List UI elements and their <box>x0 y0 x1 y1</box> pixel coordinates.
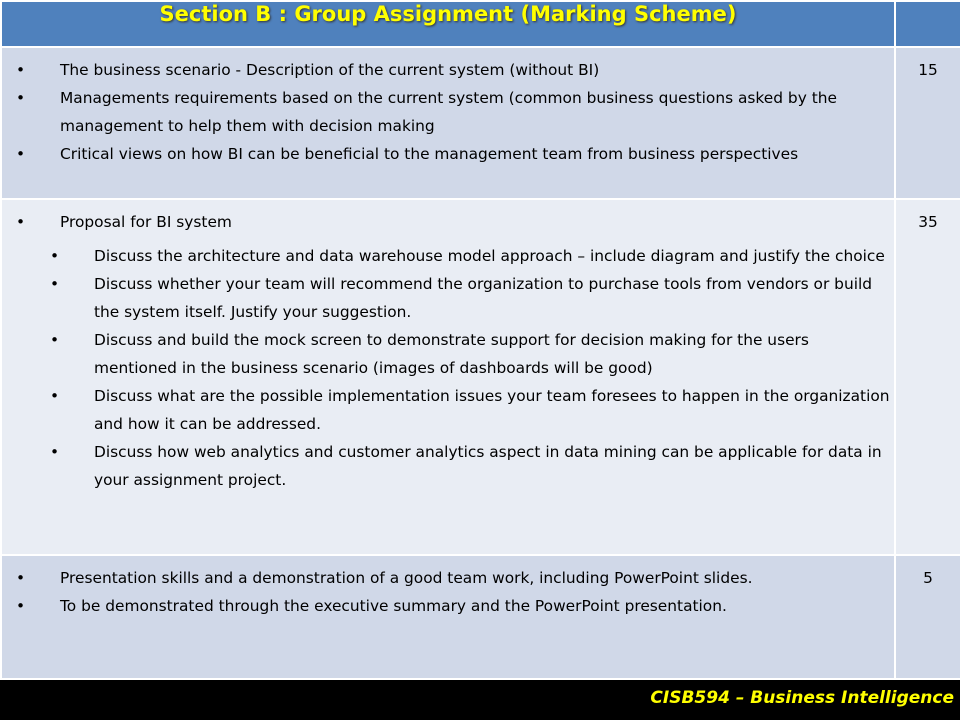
mark-value: 35 <box>918 213 938 231</box>
list-item <box>16 564 884 592</box>
bullet-icon: • <box>16 597 26 615</box>
sub-list-item-text: Discuss the architecture and data warehouse model approach – include diagram and justify the choice <box>94 247 885 265</box>
sub-list-item-text: Discuss what are the possible implementation issues your team foresees to happen in the organization and how it can be addressed. <box>94 387 890 433</box>
mark-cell <box>895 199 960 555</box>
sub-list-item-text: Discuss and build the mock screen to demonstrate support for decision making for the users mentioned in the business scenario (images of dashboards will be good) <box>94 331 809 377</box>
mark-value: 5 <box>923 569 933 587</box>
sub-list-item-text: Discuss how web analytics and customer analytics aspect in data mining can be applicable for data in your assignment project. <box>94 443 882 489</box>
bullet-icon: • <box>50 331 60 349</box>
page-title: Section B : Group Assignment (Marking Scheme) <box>159 2 737 26</box>
table-row <box>1 555 960 679</box>
sub-criteria-list <box>2 242 894 494</box>
table-row <box>1 47 960 199</box>
list-item-text: Proposal for BI system <box>60 213 232 231</box>
criteria-list <box>2 200 894 242</box>
list-item <box>16 84 884 140</box>
sub-list-item <box>2 326 894 382</box>
list-item <box>16 592 884 620</box>
sub-list-item <box>2 382 894 438</box>
list-item-text: Managements requirements based on the current system (common business questions asked by the management to help them with decision making <box>60 89 837 135</box>
bullet-icon: • <box>50 247 60 265</box>
list-item-text: Presentation skills and a demonstration of a good team work, including PowerPoint slides. <box>60 569 753 587</box>
bullet-icon: • <box>16 89 26 107</box>
criteria-cell <box>1 555 895 679</box>
list-item <box>16 56 884 84</box>
bullet-icon: • <box>50 275 60 293</box>
list-item <box>16 208 884 236</box>
bullet-icon: • <box>16 145 26 163</box>
bullet-icon: • <box>50 443 60 461</box>
mark-cell <box>895 555 960 679</box>
criteria-list <box>2 556 894 626</box>
bullet-icon: • <box>16 569 26 587</box>
criteria-cell <box>1 199 895 555</box>
header-title-cell <box>1 1 895 47</box>
criteria-cell <box>1 47 895 199</box>
header-mark-cell <box>895 1 960 47</box>
sub-list-item <box>2 242 894 270</box>
sub-list-item-text: Discuss whether your team will recommend the organization to purchase tools from vendors or build the system itself. Justify your suggestion. <box>94 275 873 321</box>
sub-list-item <box>2 270 894 326</box>
bullet-icon: • <box>16 61 26 79</box>
criteria-list <box>2 48 894 174</box>
footer-course-title: CISB594 – Business Intelligence <box>650 688 954 708</box>
table-header-row <box>1 1 960 47</box>
mark-cell <box>895 47 960 199</box>
list-item-text: To be demonstrated through the executive summary and the PowerPoint presentation. <box>60 597 727 615</box>
mark-value: 15 <box>918 61 938 79</box>
bullet-icon: • <box>16 213 26 231</box>
list-item-text: The business scenario - Description of the current system (without BI) <box>60 61 600 79</box>
list-item-text: Critical views on how BI can be beneficial to the management team from business perspectives <box>60 145 799 163</box>
bullet-icon: • <box>50 387 60 405</box>
table-row <box>1 199 960 555</box>
list-item <box>16 140 884 168</box>
footer-bar <box>0 682 960 720</box>
sub-list-item <box>2 438 894 494</box>
